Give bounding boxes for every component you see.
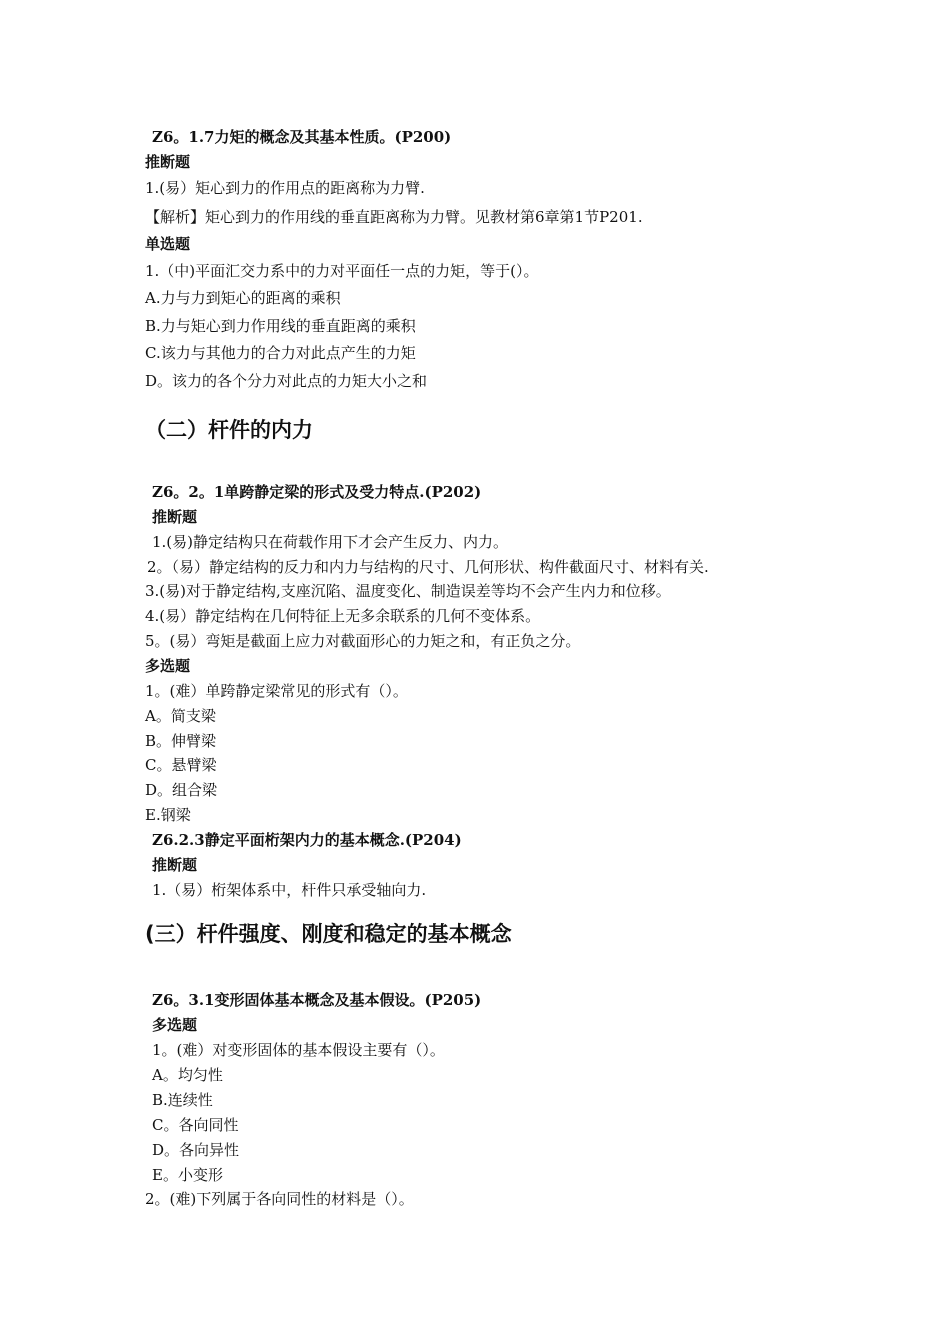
question-type-label: 单选题	[145, 235, 191, 253]
question-type-label: 推断题	[152, 856, 198, 874]
option-item: A。简支梁	[145, 707, 216, 725]
question-item: 1.（易）桁架体系中，杆件只承受轴向力.	[152, 881, 427, 899]
option-item: D。组合梁	[145, 781, 218, 799]
section-title: (三）杆件强度、刚度和稳定的基本概念	[145, 922, 512, 946]
section-title: （二）杆件的内力	[145, 418, 313, 442]
question-type-label: 多选题	[145, 657, 191, 675]
question-item: 1.（中)平面汇交力系中的力对平面任一点的力矩，等于(）。	[145, 262, 539, 280]
topic-heading: Z6。1.7力矩的概念及其基本性质。(P200)	[152, 128, 452, 146]
question-item: 3.(易)对于静定结构,支座沉陷、温度变化、制造误差等均不会产生内力和位移。	[145, 582, 671, 600]
option-item: A.力与力到矩心的距离的乘积	[145, 289, 341, 307]
question-item: 2。(难)下列属于各向同性的材料是（）。	[145, 1190, 414, 1208]
option-item: C。各向同性	[152, 1116, 239, 1134]
question-item: 4.(易）静定结构在几何特征上无多余联系的几何不变体系。	[145, 607, 541, 625]
topic-heading: Z6。2。1单跨静定梁的形式及受力特点.(P202)	[152, 483, 482, 501]
question-item: 2。（易）静定结构的反力和内力与结构的尺寸、几何形状、构件截面尺寸、材料有关.	[147, 558, 709, 576]
option-item: D。各向异性	[152, 1141, 240, 1159]
option-item: B.连续性	[152, 1091, 213, 1109]
option-item: B.力与矩心到力作用线的垂直距离的乘积	[145, 317, 416, 335]
option-item: C。悬臂梁	[145, 756, 217, 774]
option-item: B。伸臂梁	[145, 732, 217, 750]
option-item: E。小变形	[152, 1166, 223, 1184]
question-type-label: 推断题	[152, 508, 198, 526]
topic-heading: Z6。3.1变形固体基本概念及基本假设。(P205)	[152, 991, 482, 1009]
question-type-label: 多选题	[152, 1016, 198, 1034]
question-item: 1.(易)静定结构只在荷载作用下才会产生反力、内力。	[152, 533, 509, 551]
question-type-label: 推断题	[145, 153, 191, 171]
question-item: 1。(难）对变形固体的基本假设主要有（）。	[152, 1041, 445, 1059]
option-item: A。均匀性	[152, 1066, 223, 1084]
option-item: D。该力的各个分力对此点的力矩大小之和	[145, 372, 428, 390]
question-item: 1.(易）矩心到力的作用点的距离称为力臂.	[145, 179, 425, 197]
answer-analysis: 【解析】矩心到力的作用线的垂直距离称为力臂。见教材第6章第1节P201.	[145, 208, 643, 226]
question-item: 1。(难）单跨静定梁常见的形式有（）。	[145, 682, 408, 700]
question-item: 5。(易）弯矩是截面上应力对截面形心的力矩之和，有正负之分。	[145, 632, 581, 650]
topic-heading: Z6.2.3静定平面桁架内力的基本概念.(P204)	[152, 831, 462, 849]
option-item: E.钢梁	[145, 806, 191, 824]
option-item: C.该力与其他力的合力对此点产生的力矩	[145, 344, 416, 362]
